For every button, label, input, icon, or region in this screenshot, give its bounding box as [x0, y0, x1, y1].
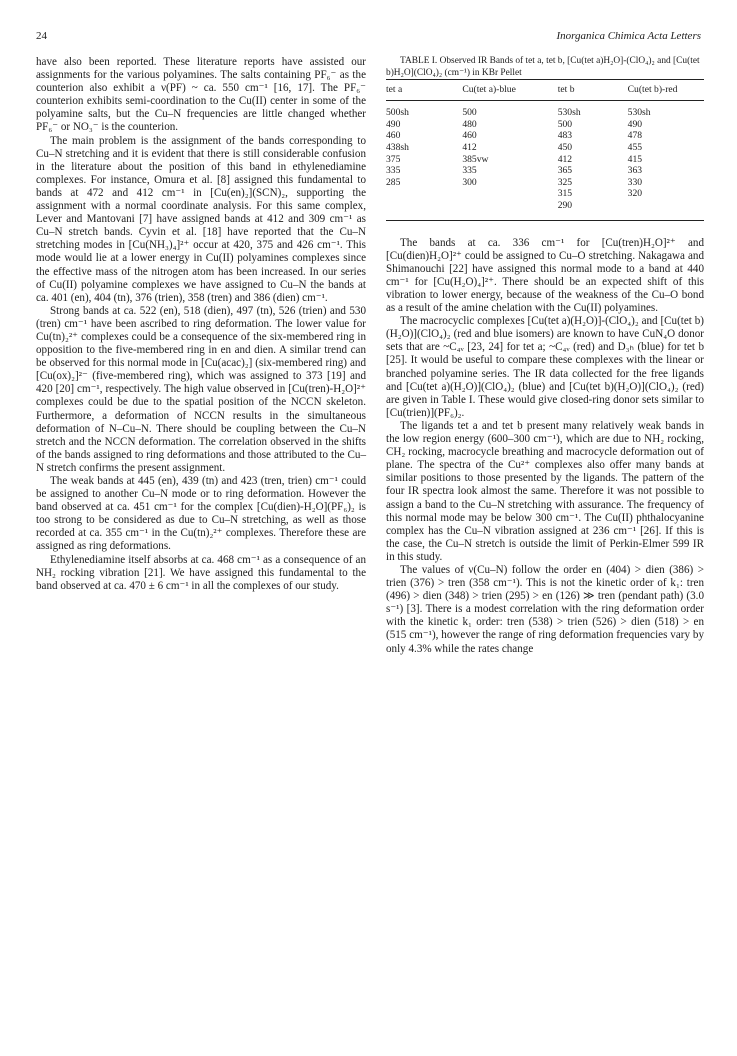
table-cell: 320	[627, 188, 643, 200]
paragraph: The main problem is the assignment of the bands corresponding to Cu–N stretching and it is evident that there is still considerable confusion in the literature about the position of this band in ethylenediamine complexes. For instance, Omura et al. [8] assigned this fundamental to bands at 472 and 412 cm⁻¹ in [Cu(en)₂](SCN)₂, supporting the assignment with a normal coordinate analysis. For this same complex, Lever and Mantovani [7] have assigned bands at 412 and 309 cm⁻¹ as Cu–N stretch bands. Cyvin et al. [18] have reported that the Cu–N stretching modes in [Cu(NH₃)₄]²⁺ occur at 420, 375 and 426 cm⁻¹. This mode would lie at a lower energy in Cu(II) polyamines complexes since the effective mass of the nitrogen atom has been increased. In our series of Cu(II) polyamine complexes we have assigned to Cu–N the bands at ca. 401 (en), 404 (tn), 376 (trien), 358 (tren) and 386 (dien) cm⁻¹.	[36, 134, 366, 304]
table-cell: 455	[627, 142, 643, 154]
column-header: Cu(tet a)-blue	[462, 80, 557, 101]
paragraph: The macrocyclic complexes [Cu(tet a)(H₂O)]-(ClO₄)₂ and [Cu(tet b)(H₂O)](ClO₄)₂ (red and blue isomers) are known to have CuN₄O donor sets that are ~C₄ᵥ [23, 24] for tet a; ~C₄ᵥ (red) and D₃ₕ (blue) for tet b [25]. It would be useful to compare these complexes with the linear or branched polyamine series. The IR data collected for the free ligands and [Cu(tet a)(H₂O)](ClO₄)₂ (blue) and [Cu(tet b)(H₂O)](ClO₄)₂ (red) are given in Table I. These would give closed-ring donor sets similar to [Cu(trien)](PF₆)₂.	[386, 315, 704, 419]
column-header: tet b	[558, 80, 628, 101]
paragraph: have also been reported. These literature reports have assisted our assignments for the various polyamines. The salts containing PF₆⁻ as the counterion also exhibit a ν(PF) ~ ca. 550 cm⁻¹ [16, 17]. The PF₆⁻ counterion exhibits semi-coordination to the Cu(II) center in some of the polyamine salts, but the Cu–N frequencies are little changed whether PF₆⁻ or NO₃⁻ is the counterion.	[36, 56, 366, 134]
table-cell: 490	[386, 118, 401, 130]
table-cell: 412	[462, 142, 477, 154]
table-cell: 530sh	[627, 107, 651, 119]
table-row	[386, 165, 704, 177]
table-row	[386, 130, 704, 142]
table-cell: 285	[386, 176, 401, 188]
page-header	[36, 30, 701, 46]
table-cell: 335	[462, 165, 477, 177]
table-cell	[386, 188, 462, 200]
column-header: Cu(tet b)-red	[628, 80, 704, 101]
column-header: tet a	[386, 80, 462, 101]
table-cell: 363	[627, 165, 643, 177]
table-cell: 375	[386, 153, 401, 165]
paragraph: Ethylenediamine itself absorbs at ca. 468 cm⁻¹ as a consequence of an NH₂ rocking vibration [21]. We have assigned this fundamental to the band observed at ca. 470 ± 6 cm⁻¹ in all the complexes of our study.	[36, 553, 366, 592]
table-cell: 500	[462, 107, 477, 119]
paragraph: The ligands tet a and tet b present many relatively weak bands in the low region energy (600–300 cm⁻¹), which are due to NH₂ rocking, CH₂ rocking, macrocycle breathing and macrocycle deformation out of plane. The spectra of the Cu²⁺ complexes also offer many bands at similar positions to those presented by the ligands. The pattern of the four IR spectra look almost the same. Therefore it was not possible to assign a band to the Cu–N stretching with assurance. The frequency of this normal mode may be below 300 cm⁻¹. The Cu(II) phthalocyanine complex has the Cu–N vibration assigned at 236 cm⁻¹ [26]. If this is the case, the Cu–N stretch is outside the limit of Perkin-Elmer 599 IR in this study.	[386, 419, 704, 563]
table-cell: 460	[386, 130, 401, 142]
table-cell: 365	[557, 165, 573, 177]
left-column	[36, 56, 366, 593]
table-cell: 385vw	[462, 153, 489, 165]
ir-bands-table	[386, 79, 704, 220]
table-cell: 478	[627, 130, 643, 142]
table-row	[386, 154, 704, 166]
table-cell: 500	[557, 118, 573, 130]
table-row	[386, 119, 704, 131]
table-cell: 325	[557, 176, 573, 188]
table-cell: 412	[557, 153, 573, 165]
table-row	[386, 101, 704, 119]
table-cell: 490	[627, 118, 643, 130]
table-cell: 335	[386, 165, 401, 177]
paragraph: Strong bands at ca. 522 (en), 518 (dien), 497 (tn), 526 (trien) and 530 (tren) cm⁻¹ have been ascribed to ring deformation. The lower value for Cu(tn)₂²⁺ complexes could be a consequence of the six-membered ring in opposition to the five-membered ring in en and dien. A similar trend can be observed for this normal mode in [Cu(acac)₂] (six-membered ring) and [Cu(ox)₂]²⁻ (five-membered ring), which was assigned to 373 [19] and 420 [20] cm⁻¹, respectively. The high value observed in [Cu(tren)-H₂O]²⁺ complexes could be due to the spatial position of the NCCN skeleton. Furthermore, a deformation of NCCN results in the simultaneous deformation of N–Cu–N. There should be coupling between the Cu–N stretch and the NCCN deformation. The correlation observed in the shifts of the bands assigned to ring deformations and those attributed to the Cu–N stretch confirms the present assignment.	[36, 304, 366, 474]
table-cell: 480	[462, 118, 477, 130]
table-cell: 315	[557, 188, 573, 200]
table-row	[386, 200, 704, 220]
table-cell: 483	[557, 130, 573, 142]
table-cell	[462, 188, 557, 200]
table-cell: 415	[627, 153, 643, 165]
table-row	[386, 188, 704, 200]
paragraph: The bands at ca. 336 cm⁻¹ for [Cu(tren)H₂O]²⁺ and [Cu(dien)H₂O]²⁺ could be assigned to Cu–O stretching. Nakagawa and Shimanouchi [22] have assigned this normal mode to a band at 440 cm⁻¹ for [Cu(H₂O)₄]²⁺. There should be an expected shift of this vibration to lower energy, because of the weakness of the Cu–O bond as a result of the amine chelation with the Cu(II) polyamines.	[386, 236, 704, 315]
table-row	[386, 177, 704, 189]
table-cell: 460	[462, 130, 477, 142]
table-cell: 530sh	[557, 107, 581, 119]
journal-title: Inorganica Chimica Acta Letters	[556, 30, 701, 42]
table-cell: 450	[557, 142, 573, 154]
right-column	[386, 56, 704, 656]
page-number: 24	[36, 30, 47, 42]
table-cell	[462, 200, 557, 220]
table-cell	[386, 200, 462, 220]
table-cell: 438sh	[386, 142, 409, 154]
table-caption: TABLE I. Observed IR Bands of tet a, tet b, [Cu(tet a)H₂O]-(ClO₄)₂ and [Cu(tet b)H₂O](ClO₄)₂ (cm⁻¹) in KBr Pellet	[386, 56, 700, 78]
table-header-row	[386, 80, 704, 101]
table-cell: 290	[558, 200, 628, 220]
table-row	[386, 142, 704, 154]
table-cell: 300	[462, 176, 477, 188]
table-cell: 500sh	[386, 107, 409, 119]
table-cell	[628, 200, 704, 220]
paragraph: The values of ν(Cu–N) follow the order en (404) > dien (386) > trien (376) > tren (358 cm⁻¹). This is not the kinetic order of k₁: tren (496) > dien (348) > trien (295) > en (126) ≫ tren (pendant path) (3.0 s⁻¹) [3]. There is a modest correlation with the ring deformation order with the kinetic k₁ order: tren (538) > trien (526) > dien (518) > en (515 cm⁻¹), however the range of ring deformation frequencies vary by only 4.3% while the rates change	[386, 563, 704, 655]
paragraph: The weak bands at 445 (en), 439 (tn) and 423 (tren, trien) cm⁻¹ could be assigned to another Cu–N mode or to ring deformation. However the band observed at ca. 451 cm⁻¹ for the complex [Cu(dien)-H₂O](PF₆)₂ is too strong to be considered as due to Cu–N stretching, as well as those recorded at ca. 355 cm⁻¹ in the Cu(tn)₂²⁺ complexes. Therefore these are assigned as ring deformations.	[36, 475, 366, 553]
table-cell: 330	[627, 176, 643, 188]
